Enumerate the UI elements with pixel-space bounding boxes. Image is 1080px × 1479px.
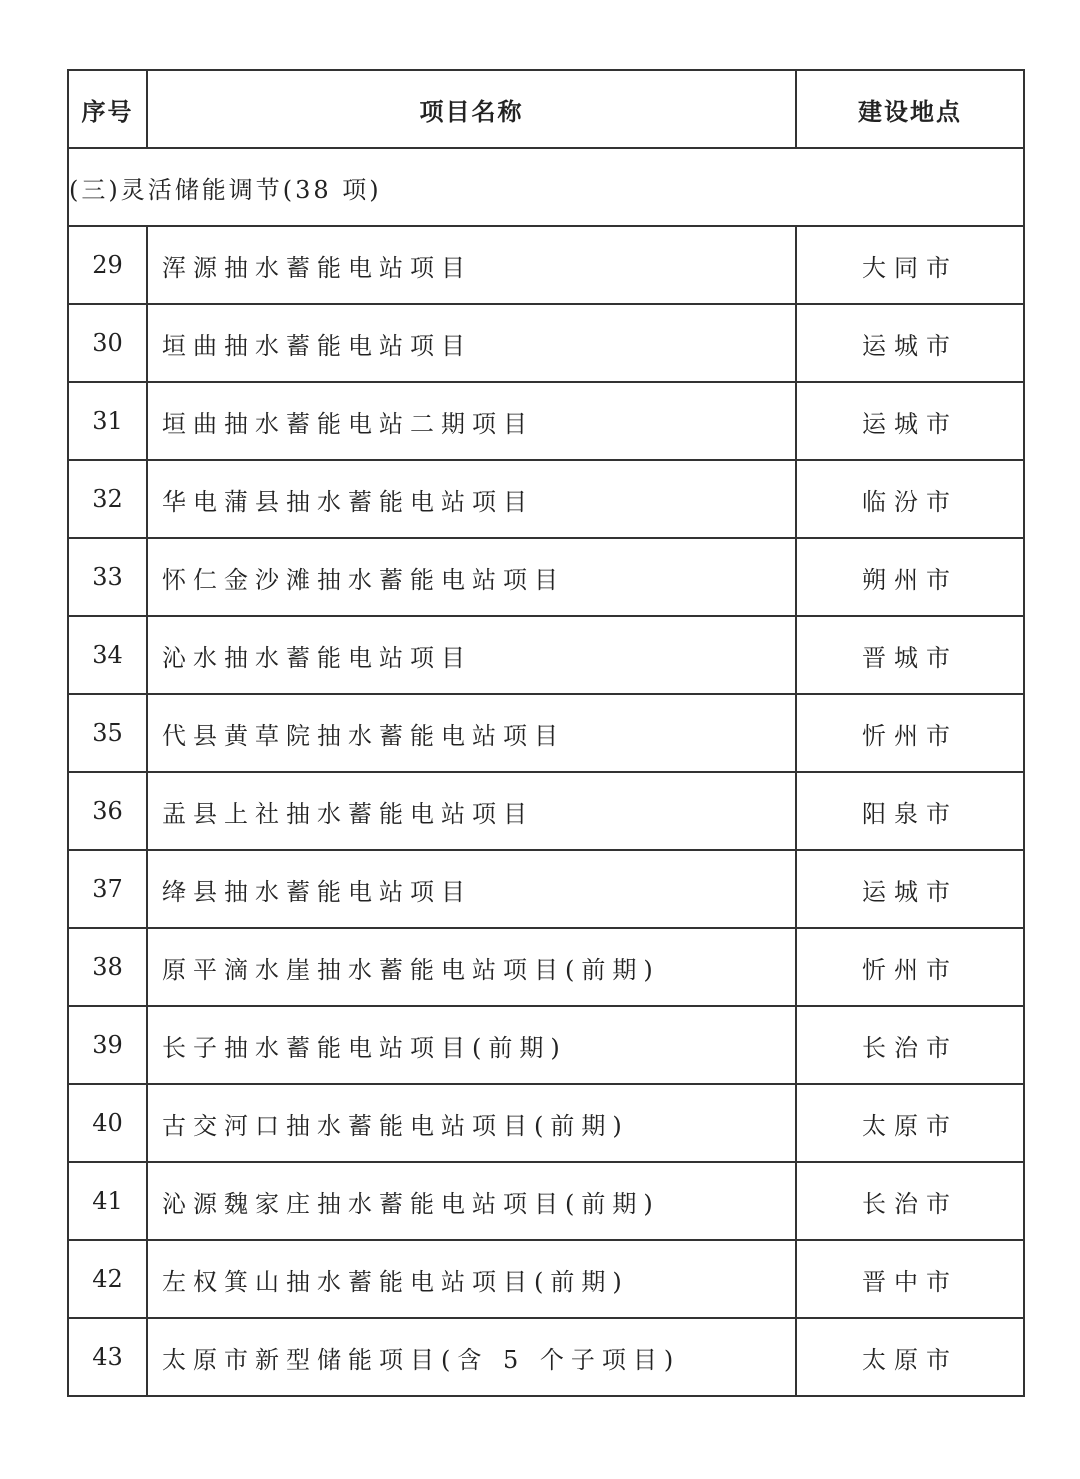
row-index: 31: [68, 382, 147, 460]
row-project-name: 绛县抽水蓄能电站项目: [147, 850, 796, 928]
table-row: [68, 850, 1024, 928]
row-location: 长治市: [796, 1162, 1024, 1240]
section-row: [68, 148, 1024, 226]
row-project-name: 代县黄草院抽水蓄能电站项目: [147, 694, 796, 772]
row-index: 39: [68, 1006, 147, 1084]
header-location: 建设地点: [796, 70, 1024, 148]
row-location: 运城市: [796, 382, 1024, 460]
row-project-name: 盂县上社抽水蓄能电站项目: [147, 772, 796, 850]
row-index: 33: [68, 538, 147, 616]
row-index: 42: [68, 1240, 147, 1318]
header-name: 项目名称: [147, 70, 796, 148]
table-row: [68, 772, 1024, 850]
row-project-name: 长子抽水蓄能电站项目(前期): [147, 1006, 796, 1084]
row-project-name: 原平滴水崖抽水蓄能电站项目(前期): [147, 928, 796, 1006]
row-index: 34: [68, 616, 147, 694]
table-row: [68, 1240, 1024, 1318]
project-table: [67, 69, 1025, 1397]
row-location: 太原市: [796, 1318, 1024, 1396]
table-row: [68, 1162, 1024, 1240]
row-location: 晋城市: [796, 616, 1024, 694]
table-row: [68, 1318, 1024, 1396]
row-location: 晋中市: [796, 1240, 1024, 1318]
row-location: 大同市: [796, 226, 1024, 304]
row-index: 32: [68, 460, 147, 538]
row-project-name: 华电蒲县抽水蓄能电站项目: [147, 460, 796, 538]
row-location: 运城市: [796, 850, 1024, 928]
header-index: 序号: [68, 70, 147, 148]
row-location: 运城市: [796, 304, 1024, 382]
row-project-name: 沁源魏家庄抽水蓄能电站项目(前期): [147, 1162, 796, 1240]
row-location: 忻州市: [796, 928, 1024, 1006]
row-project-name: 垣曲抽水蓄能电站项目: [147, 304, 796, 382]
table-row: [68, 226, 1024, 304]
row-project-name: 左权箕山抽水蓄能电站项目(前期): [147, 1240, 796, 1318]
table-row: [68, 460, 1024, 538]
table-row: [68, 304, 1024, 382]
row-location: 临汾市: [796, 460, 1024, 538]
row-project-name: 垣曲抽水蓄能电站二期项目: [147, 382, 796, 460]
table-row: [68, 928, 1024, 1006]
row-index: 40: [68, 1084, 147, 1162]
table-row: [68, 538, 1024, 616]
row-index: 36: [68, 772, 147, 850]
row-location: 忻州市: [796, 694, 1024, 772]
row-index: 43: [68, 1318, 147, 1396]
row-project-name: 古交河口抽水蓄能电站项目(前期): [147, 1084, 796, 1162]
row-index: 29: [68, 226, 147, 304]
row-project-name: 怀仁金沙滩抽水蓄能电站项目: [147, 538, 796, 616]
table-row: [68, 616, 1024, 694]
table-row: [68, 1006, 1024, 1084]
table-row: [68, 1084, 1024, 1162]
row-index: 35: [68, 694, 147, 772]
row-project-name: 太原市新型储能项目(含 5 个子项目): [147, 1318, 796, 1396]
row-project-name: 沁水抽水蓄能电站项目: [147, 616, 796, 694]
row-location: 朔州市: [796, 538, 1024, 616]
row-location: 长治市: [796, 1006, 1024, 1084]
row-index: 30: [68, 304, 147, 382]
table-row: [68, 694, 1024, 772]
table-header-row: [68, 70, 1024, 148]
row-location: 太原市: [796, 1084, 1024, 1162]
row-project-name: 浑源抽水蓄能电站项目: [147, 226, 796, 304]
section-title: (三)灵活储能调节(38 项): [68, 148, 1024, 226]
row-index: 37: [68, 850, 147, 928]
row-index: 41: [68, 1162, 147, 1240]
row-index: 38: [68, 928, 147, 1006]
table-row: [68, 382, 1024, 460]
row-location: 阳泉市: [796, 772, 1024, 850]
